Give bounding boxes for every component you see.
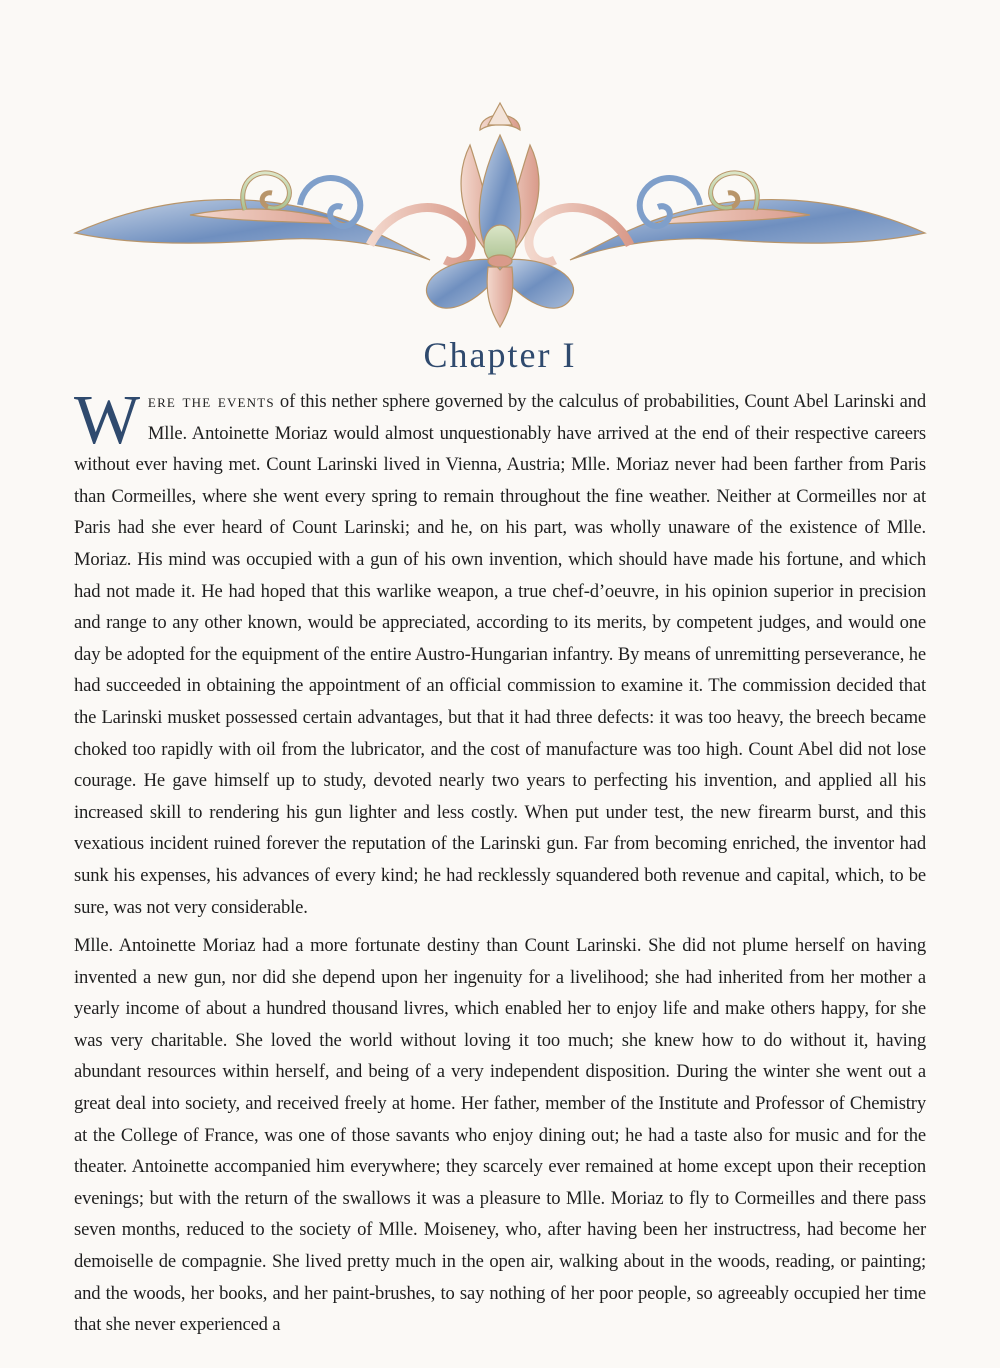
chapter-body <box>74 382 926 1348</box>
paragraph-1 <box>74 382 926 923</box>
floral-scroll-ornament-icon <box>70 95 930 335</box>
drop-cap: W <box>74 382 140 459</box>
chapter-title: Chapter I <box>423 335 577 375</box>
lead-words: ere the events <box>147 391 275 412</box>
paragraph-1-text: of this nether sphere governed by the calculus of probabilities, Count Abel Larinski and Mlle. Antoinette Moriaz would almost unquestionably have arrived at the end of their respective careers without ever having met. Count Larinski lived in Vienna, Austria; Mlle. Moriaz never had been farther from Paris than Cormeilles, where she went every spring to remain throughout the fine weather. Neither at Cormeilles nor at Paris had she ever heard of Count Larinski; and he, on his part, was wholly unaware of the existence of Mlle. Moriaz. His mind was occupied with a gun of his own invention, which should have made his fortune, and which had not made it. He had hoped that this warlike weapon, a true chef-d’oeuvre, in his opinion superior in precision and range to any other known, would be appreciated, according to its merits, by competent judges, and would one day be adopted for the equipment of the entire Austro-Hungarian infantry. By means of unremitting perseverance, he had succeeded in obtaining the appointment of an official commission to examine it. The commission decided that the Larinski musket possessed certain advantages, but that it had three defects: it was too heavy, the breech became choked too rapidly with oil from the lubricator, and the cost of manufacture was too high. Count Abel did not lose courage. He gave himself up to study, devoted nearly two years to perfecting his invention, and applied all his increased skill to rendering his gun lighter and less costly. When put under test, the new firearm burst, and this vexatious incident ruined forever the reputation of the Larinski gun. Far from becoming enriched, the inventor had sunk his expenses, his advances of every kind; he had recklessly squandered both revenue and capital, which, to be sure, was not very considerable. <box>74 391 926 918</box>
paragraph-2: Mlle. Antoinette Moriaz had a more fortunate destiny than Count Larinski. She did not plume herself on having invented a new gun, nor did she depend upon her ingenuity for a livelihood; she had inherited from her mother a yearly income of about a hundred thousand livres, which enabled her to enjoy life and make others happy, for she was very charitable. She loved the world without loving it too much; she knew how to do without it, having abundant resources within herself, and being of a very independent disposition. During the winter she went out a great deal into society, and received freely at home. Her father, member of the Institute and Professor of Chemistry at the College of France, was one of those savants who enjoy dining out; he had a taste also for music and for the theater. Antoinette accompanied him everywhere; they scarcely ever remained at home except upon their reception evenings; but with the return of the swallows it was a pleasure to Mlle. Moriaz to fly to Cormeilles and there pass seven months, reduced to the society of Mlle. Moiseney, who, after having been her instructress, had become her demoiselle de compagnie. She lived pretty much in the open air, walking about in the woods, reading, or painting; and the woods, her books, and her paint-brushes, to say nothing of her poor people, so agreeably occupied her time that she never experienced a <box>74 935 926 1336</box>
